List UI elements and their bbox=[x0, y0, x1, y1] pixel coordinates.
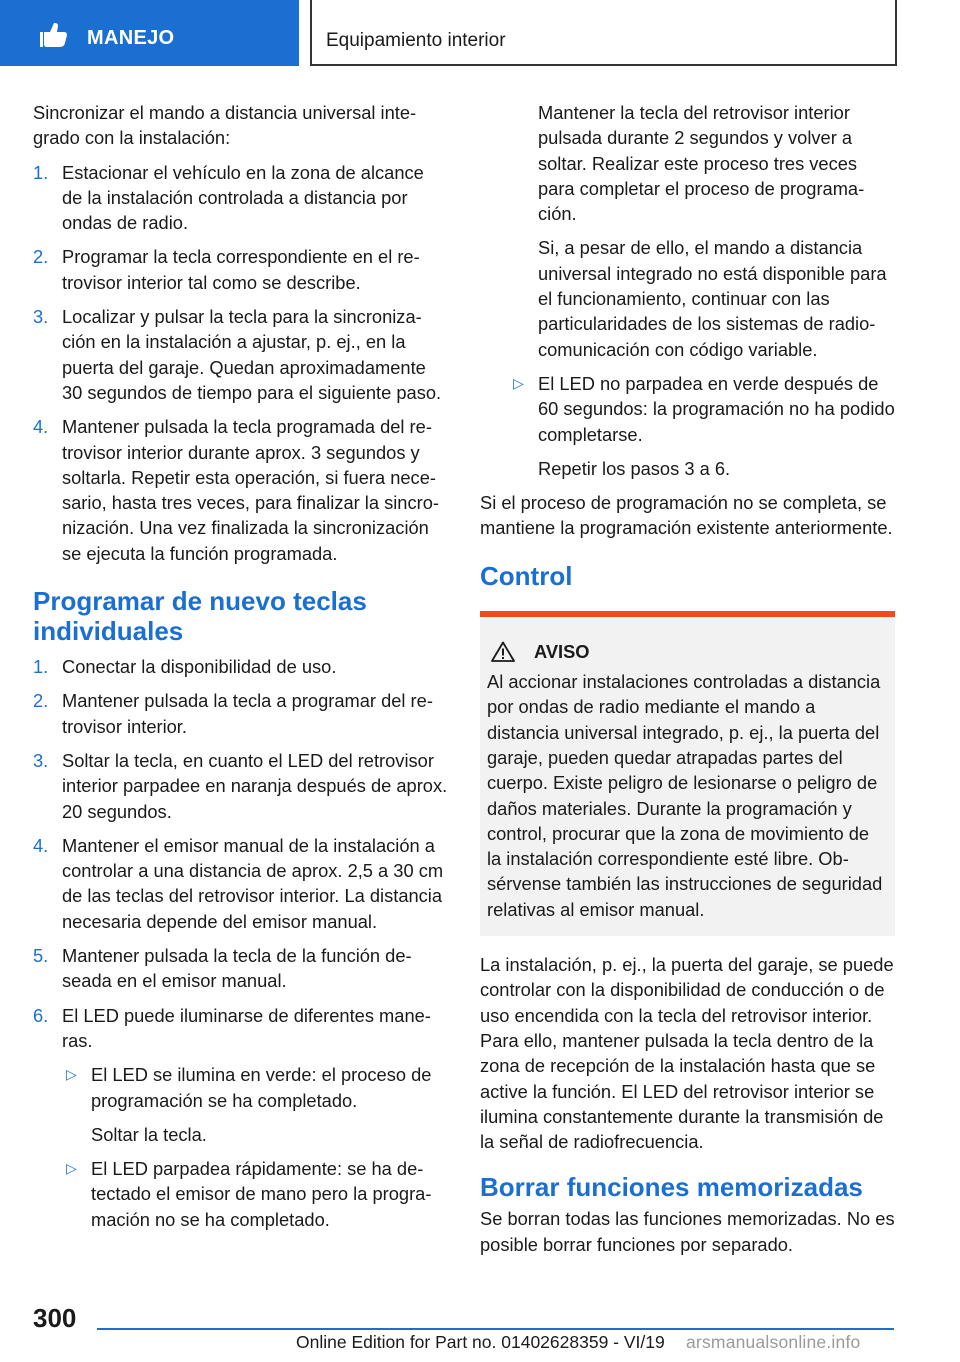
step-text: Soltar la tecla, en cuanto el LED del retrovisor interior parpadee en naranja después de aprox. 20 segundos. bbox=[62, 749, 448, 822]
step-number: 1. bbox=[33, 161, 49, 183]
step-number: 3. bbox=[33, 306, 49, 328]
bullet-text: El LED parpadea rápidamente: se ha detectado el emisor de mano pero la programación no se ha completado. bbox=[91, 1158, 432, 1230]
page-footer bbox=[0, 1290, 960, 1362]
list-item bbox=[33, 688, 448, 739]
left-column bbox=[33, 100, 448, 1241]
watermark-text: arsmanualsonline.info bbox=[686, 1332, 861, 1352]
list-item bbox=[509, 371, 895, 481]
step-text: Estacionar el vehículo en la zona de alcance de la instalación controlada a distancia por ondas de radio. bbox=[62, 161, 424, 234]
bullet-text: El LED no parpadea en verde después de 60 segundos: la programación no ha podido completarse. bbox=[538, 372, 895, 445]
bullet-text: El LED se ilumina en verde: el proceso de programación se ha completado. bbox=[91, 1064, 432, 1111]
led-bullets bbox=[62, 1062, 448, 1232]
edition-text: Online Edition for Part no. 01402628359 - VI/19 bbox=[296, 1332, 665, 1352]
list-item bbox=[33, 244, 448, 295]
continued-text-1: Mantener la tecla del retrovisor interior pulsada durante 2 segundos y volver a soltar. Realizar este proceso tres veces para completar el proceso de programación. bbox=[538, 102, 865, 225]
step-text: Programar la tecla correspondiente en el retrovisor interior tal como se describe. bbox=[62, 246, 420, 293]
chapter-tab[interactable] bbox=[310, 0, 897, 66]
step-text: El LED puede iluminarse de diferentes maneras. bbox=[62, 1004, 431, 1051]
triangle-bullet-icon: ▷ bbox=[66, 1066, 77, 1083]
triangle-bullet-icon: ▷ bbox=[66, 1160, 77, 1177]
section-heading-delete: Borrar funciones memorizadas bbox=[480, 1172, 863, 1203]
step-number: 6. bbox=[33, 1004, 49, 1026]
list-item bbox=[33, 414, 448, 566]
page-header bbox=[0, 0, 960, 66]
list-item bbox=[33, 1003, 448, 1232]
steering-hand-icon bbox=[40, 22, 68, 48]
delete-paragraph: Se borran todas las funciones memorizadas. No es posible borrar funciones por separado. bbox=[480, 1208, 895, 1255]
right-column bbox=[480, 100, 895, 1257]
sync-steps-list bbox=[33, 160, 448, 566]
step-text: Conectar la disponibilidad de uso. bbox=[62, 656, 337, 678]
step-number: 5. bbox=[33, 945, 49, 967]
warning-triangle-icon bbox=[491, 641, 515, 662]
list-item bbox=[33, 304, 448, 405]
step-number: 2. bbox=[33, 690, 49, 712]
section-heading-reprogram: Programar de nuevo teclas individuales bbox=[33, 586, 367, 647]
control-paragraph: La instalación, p. ej., la puerta del garaje, se puede controlar con la disponibilidad de conducción o de uso encendida con la tecla del retrovisor interior. Para ello, mantener pulsada la tecla dentro de la zona de recepción de la instalación hasta que se active la función. El LED del retrovisor interior se ilumina constantemente durante la transmisión de la señal de radiofrecuencia. bbox=[480, 954, 894, 1153]
warning-title-row bbox=[491, 639, 888, 664]
list-item bbox=[33, 654, 448, 679]
step-text: Mantener pulsada la tecla de la función deseada en el emisor manual. bbox=[62, 945, 412, 992]
warning-text: Al accionar instalaciones controladas a distancia por ondas de radio mediante el mando a distancia universal integrado, p. ej., la puerta del garaje, pueden quedar atrapadas partes del cuerpo. Existe peligro de lesionarse o peligro de daños materiales. Durante la programación y control, procurar que la zona de movimiento de la instalación correspondiente esté libre. Obsérvense también las instrucciones de seguridad relativas al emisor manual. bbox=[487, 671, 883, 920]
list-item bbox=[33, 833, 448, 934]
continued-text-2: Si, a pesar de ello, el mando a distancia universal integrado no está disponible para el funcionamiento, continuar con las particularidades de los sistemas de radiocomunicación con código variable. bbox=[538, 237, 887, 360]
step-text: Mantener el emisor manual de la instalación a controlar a una distancia de aprox. 2,5 a 30 cm de las teclas del retrovisor interior. La distancia necesaria depende del emisor manual. bbox=[62, 834, 444, 932]
step-number: 4. bbox=[33, 834, 49, 856]
bullet-subtext: Repetir los pasos 3 a 6. bbox=[538, 457, 731, 479]
chapter-label: Equipamiento interior bbox=[326, 30, 506, 51]
step-number: 1. bbox=[33, 656, 49, 678]
list-item bbox=[62, 1062, 448, 1147]
list-item bbox=[33, 943, 448, 994]
reprogram-steps-list bbox=[33, 654, 448, 1232]
list-item bbox=[33, 160, 448, 236]
list-item bbox=[33, 748, 448, 824]
warning-title: AVISO bbox=[534, 640, 590, 662]
result-paragraph: Si el proceso de programación no se completa, se mantiene la programación existente anteriormente. bbox=[480, 492, 893, 539]
step-text: Mantener pulsada la tecla programada del retrovisor interior durante aprox. 3 segundos y soltarla. Repetir esta operación, si fuera necesario, hasta tres veces, para finalizar la sincronización. Una vez finalizada la sincronización se ejecuta la función programada. bbox=[62, 416, 439, 564]
section-tab[interactable] bbox=[0, 0, 299, 66]
led-bullets-continued bbox=[480, 371, 895, 481]
step-number: 4. bbox=[33, 416, 49, 438]
footer-divider bbox=[97, 1328, 894, 1330]
list-item bbox=[62, 1156, 448, 1232]
step-number: 2. bbox=[33, 246, 49, 268]
section-label: MANEJO bbox=[87, 27, 175, 49]
step-text: Localizar y pulsar la tecla para la sincronización en la instalación a ajustar, p. ej., en la puerta del garaje. Quedan aproximadamente 30 segundos de tiempo para el siguiente paso. bbox=[62, 306, 442, 403]
intro-paragraph: Sincronizar el mando a distancia universal integrado con la instalación: bbox=[33, 102, 417, 149]
step-number: 3. bbox=[33, 749, 49, 771]
section-heading-control: Control bbox=[480, 560, 573, 591]
warning-box bbox=[480, 611, 895, 936]
step-text: Mantener pulsada la tecla a programar del retrovisor interior. bbox=[62, 690, 433, 737]
page-number: 300 bbox=[33, 1303, 77, 1333]
bullet-subtext: Soltar la tecla. bbox=[91, 1123, 207, 1145]
triangle-bullet-icon: ▷ bbox=[513, 374, 524, 391]
